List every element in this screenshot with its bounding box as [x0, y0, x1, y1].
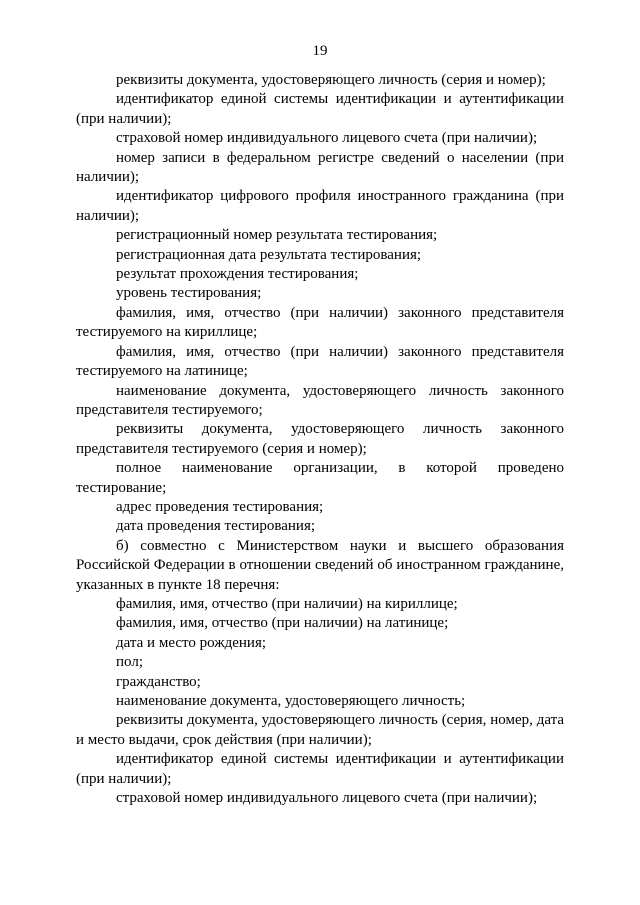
paragraph: регистрационная дата результата тестирования;: [116, 246, 422, 263]
paragraph: полное наименование организации, в которой проведено тестирование;: [76, 460, 564, 496]
paragraph: страховой номер индивидуального лицевого счета (при наличии);: [116, 790, 538, 807]
page-number: 19: [312, 43, 328, 59]
paragraph: фамилия, имя, отчество (при наличии) на кириллице;: [116, 595, 458, 612]
paragraph: идентификатор цифрового профиля иностранного гражданина (при наличии);: [76, 188, 564, 224]
paragraph: наименование документа, удостоверяющего личность законного представителя тестируемого;: [76, 382, 564, 418]
paragraph: реквизиты документа, удостоверяющего личность (серия, номер, дата и место выдачи, срок действия (при наличии);: [76, 712, 564, 748]
paragraph: гражданство;: [116, 673, 201, 690]
paragraph: регистрационный номер результата тестирования;: [116, 227, 438, 244]
paragraph: б) совместно с Министерством науки и высшего образования Российской Федерации в отношении сведений об иностранном гражданине, указанных в пункте 18 перечня:: [76, 537, 564, 593]
document-body: [76, 71, 564, 808]
paragraph: дата проведения тестирования;: [116, 518, 316, 535]
paragraph: номер записи в федеральном регистре сведений о населении (при наличии);: [76, 149, 564, 186]
paragraph: идентификатор единой системы идентификации и аутентификации (при наличии);: [76, 91, 564, 127]
paragraph: пол;: [116, 654, 143, 671]
paragraph: дата и место рождения;: [116, 634, 267, 651]
paragraph: реквизиты документа, удостоверяющего личность (серия и номер);: [116, 72, 546, 88]
paragraph: реквизиты документа, удостоверяющего личность законного представителя тестируемого (серия и номер);: [76, 421, 564, 457]
paragraph: идентификатор единой системы идентификации и аутентификации (при наличии);: [76, 751, 564, 787]
paragraph: фамилия, имя, отчество (при наличии) на латинице;: [116, 615, 449, 632]
paragraph: уровень тестирования;: [116, 285, 262, 302]
paragraph: фамилия, имя, отчество (при наличии) законного представителя тестируемого на латинице;: [76, 343, 564, 380]
paragraph: наименование документа, удостоверяющего личность;: [116, 693, 466, 709]
paragraph: фамилия, имя, отчество (при наличии) законного представителя тестируемого на кириллице;: [76, 304, 564, 341]
paragraph: страховой номер индивидуального лицевого счета (при наличии);: [116, 130, 538, 147]
paragraph: адрес проведения тестирования;: [116, 498, 324, 515]
paragraph: результат прохождения тестирования;: [116, 266, 359, 283]
